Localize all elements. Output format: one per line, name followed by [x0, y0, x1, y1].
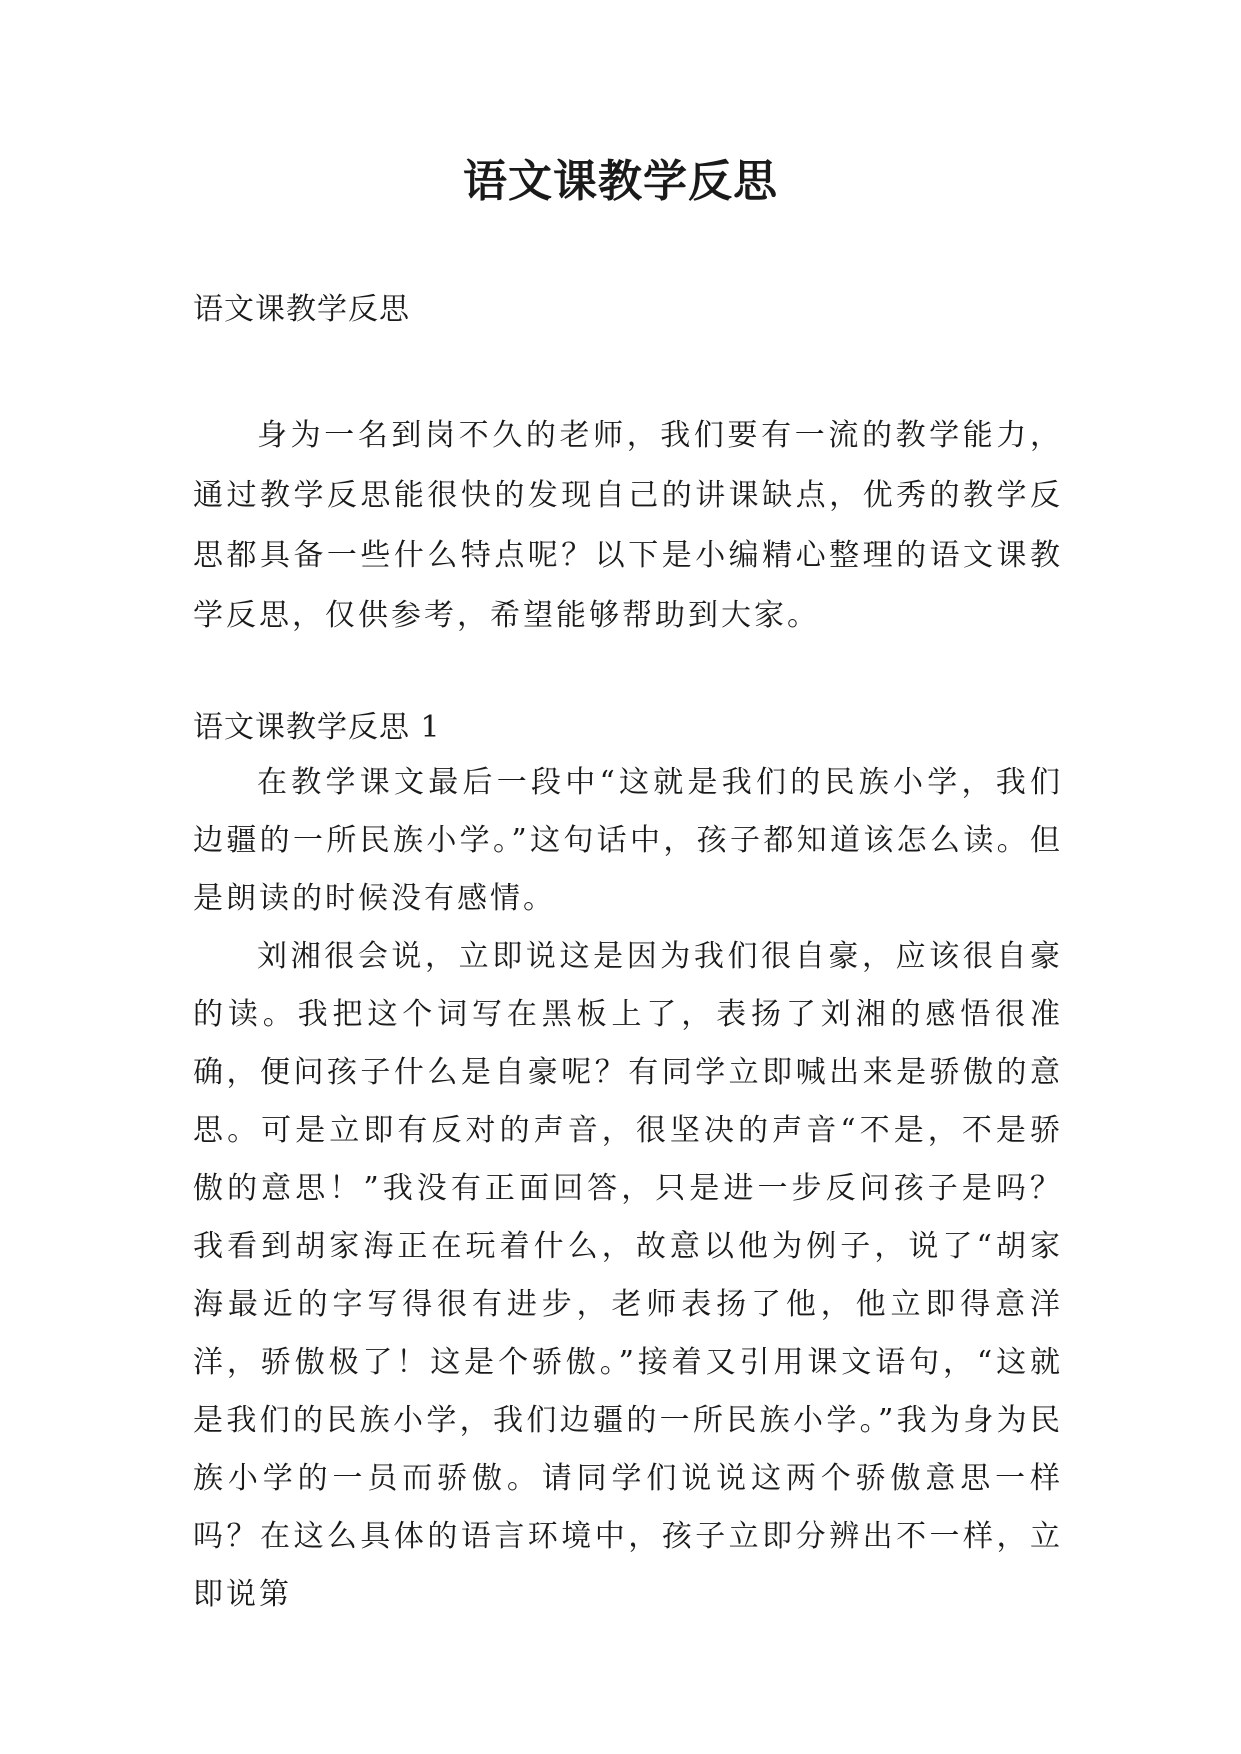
document-subtitle: 语文课教学反思	[193, 292, 410, 327]
section-heading: 语文课教学反思 1	[193, 710, 441, 745]
body-paragraph: 刘湘很会说，立即说这是因为我们很自豪，应该很自豪的读。我把这个词写在黑板上了，表扬了刘湘的感悟很准确，便问孩子什么是自豪呢？有同学立即喊出来是骄傲的意思。可是立即有反对的声音，很坚决的声音“不是，不是骄傲的意思！”我没有正面回答，只是进一步反问孩子是吗？我看到胡家海正在玩着什么，故意以他为例子，说了“胡家海最近的字写得很有进步，老师表扬了他，他立即得意洋洋，骄傲极了！这是个骄傲。”接着又引用课文语句，“这就是我们的民族小学，我们边疆的一所民族小学。”我为身为民族小学的一员而骄傲。请同学们说说这两个骄傲意思一样吗？在这么具体的语言环境中，孩子立即分辨出不一样，立即说第	[193, 939, 1063, 1612]
page-title: 语文课教学反思	[463, 156, 778, 207]
section-body	[193, 754, 1063, 1624]
body-paragraph: 在教学课文最后一段中“这就是我们的民族小学，我们边疆的一所民族小学。”这句话中，孩子都知道该怎么读。但是朗读的时候没有感情。	[193, 765, 1063, 916]
intro-paragraph: 身为一名到岗不久的老师，我们要有一流的教学能力，通过教学反思能很快的发现自己的讲课缺点，优秀的教学反思都具备一些什么特点呢？以下是小编精心整理的语文课教学反思，仅供参考，希望能够帮助到大家。	[193, 418, 1063, 633]
